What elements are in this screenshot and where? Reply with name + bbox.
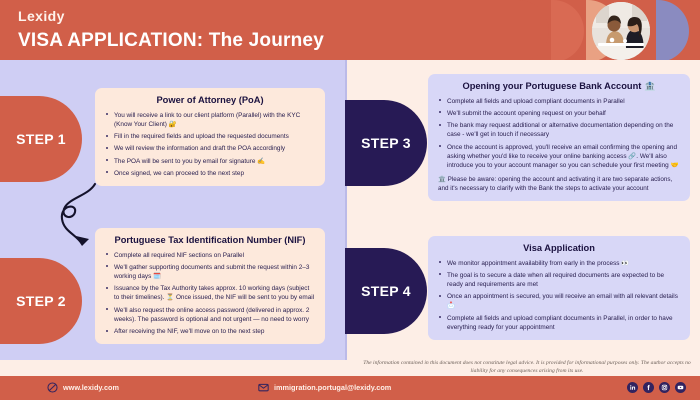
- list-item: We monitor appointment availability from early in the process 👀: [438, 259, 680, 268]
- list-item: We will review the information and draft the POA accordingly: [105, 144, 315, 153]
- social-links: [627, 382, 686, 393]
- list-item: We'll also request the online access password (delivered in approx. 2 weeks). The password is optional and not urgent — no need to worry: [105, 306, 315, 324]
- mail-icon: [258, 382, 269, 393]
- list-item: Once signed, we can proceed to the next step: [105, 169, 315, 178]
- list-item: We'll submit the account opening request on your behalf: [438, 109, 680, 118]
- youtube-icon[interactable]: [675, 382, 686, 393]
- step-2-bullets: [105, 251, 315, 337]
- list-item: You will receive a link to our client platform (Parallel) with the KYC (Know Your Client) 🔐: [105, 111, 315, 129]
- list-item: Once an appointment is secured, you will receive an email with all relevant details 📩: [438, 292, 680, 310]
- email-label: immigration.portugal@lexidy.com: [274, 383, 392, 392]
- lexidy-logo: Lexidy: [18, 8, 65, 24]
- website-link[interactable]: [47, 382, 119, 393]
- decorative-semicircle-1: [516, 0, 549, 60]
- page-header: [0, 0, 700, 60]
- step-4-card: [428, 236, 690, 340]
- list-item: After receiving the NIF, we'll move on to the next step: [105, 327, 315, 336]
- list-item: The bank may request additional or alternative documentation depending on the case - we'll get in touch if necessary: [438, 121, 680, 139]
- website-label: www.lexidy.com: [63, 383, 119, 392]
- step-4-bullets: [438, 259, 680, 332]
- step-1-card: [95, 88, 325, 186]
- list-item: Fill in the required fields and upload the requested documents: [105, 132, 315, 141]
- step-1-pill: [0, 96, 82, 182]
- step-3-note: 🏛️ Please be aware: opening the account and activating it are two separate actions, and it's necessary to clarify with the Bank the steps to activate your account: [438, 175, 673, 192]
- step-1-title: Power of Attorney (PoA): [156, 95, 264, 105]
- page-footer: [0, 376, 700, 400]
- list-item: We'll gather supporting documents and submit the request within 2–3 working days 🗓️: [105, 263, 315, 281]
- email-link[interactable]: [258, 382, 391, 393]
- step-1-bullets: [105, 111, 315, 178]
- step-3-bullets: [438, 97, 680, 170]
- step-2-card: [95, 228, 325, 344]
- list-item: Once the account is approved, you'll receive an email confirming the opening and asking whether you'd like to receive your online banking access 🔗. We'll also introduce you to your account manager so you can schedule your first meeting 🤝: [438, 143, 680, 170]
- step-3-pill: [345, 100, 427, 186]
- step-3-pill-label: STEP 3: [361, 135, 411, 151]
- step-2-pill-label: STEP 2: [16, 293, 66, 309]
- step-3-card: [428, 74, 690, 201]
- page-title: VISA APPLICATION: The Journey: [18, 30, 324, 51]
- step-2-pill: [0, 258, 82, 344]
- list-item: Issuance by the Tax Authority takes approx. 10 working days (subject to their timelines). ⏳ Once issued, the NIF will be sent to you by email: [105, 284, 315, 302]
- legal-disclaimer: The information contained in this document does not constitute legal advice. It is provided for informational purposes only. The author accepts no liability for any consequences arising from its use.: [363, 360, 691, 375]
- step-4-pill-label: STEP 4: [361, 283, 411, 299]
- instagram-icon[interactable]: [659, 382, 670, 393]
- step-4-title: Visa Application: [523, 243, 595, 253]
- step-4-pill: [345, 248, 427, 334]
- decorative-semicircle-5: [656, 0, 689, 60]
- list-item: Complete all required NIF sections on Parallel: [105, 251, 315, 260]
- decorative-semicircle-2: [551, 0, 584, 60]
- step-3-title: Opening your Portuguese Bank Account 🏦: [462, 81, 656, 91]
- list-item: The goal is to secure a date when all required documents are expected to be ready and requirements are met: [438, 271, 680, 289]
- list-item: Complete all fields and upload compliant documents in Parallel: [438, 97, 680, 106]
- globe-icon: [47, 382, 58, 393]
- linkedin-icon[interactable]: [627, 382, 638, 393]
- step-2-title: Portuguese Tax Identification Number (NIF): [114, 235, 306, 245]
- facebook-icon[interactable]: [643, 382, 654, 393]
- step-1-pill-label: STEP 1: [16, 131, 66, 147]
- list-item: Complete all fields and upload compliant documents in Parallel, in order to have everything ready for your appointment: [438, 314, 680, 332]
- list-item: The POA will be sent to you by email for signature ✍️: [105, 157, 315, 166]
- meeting-photo: [592, 2, 650, 60]
